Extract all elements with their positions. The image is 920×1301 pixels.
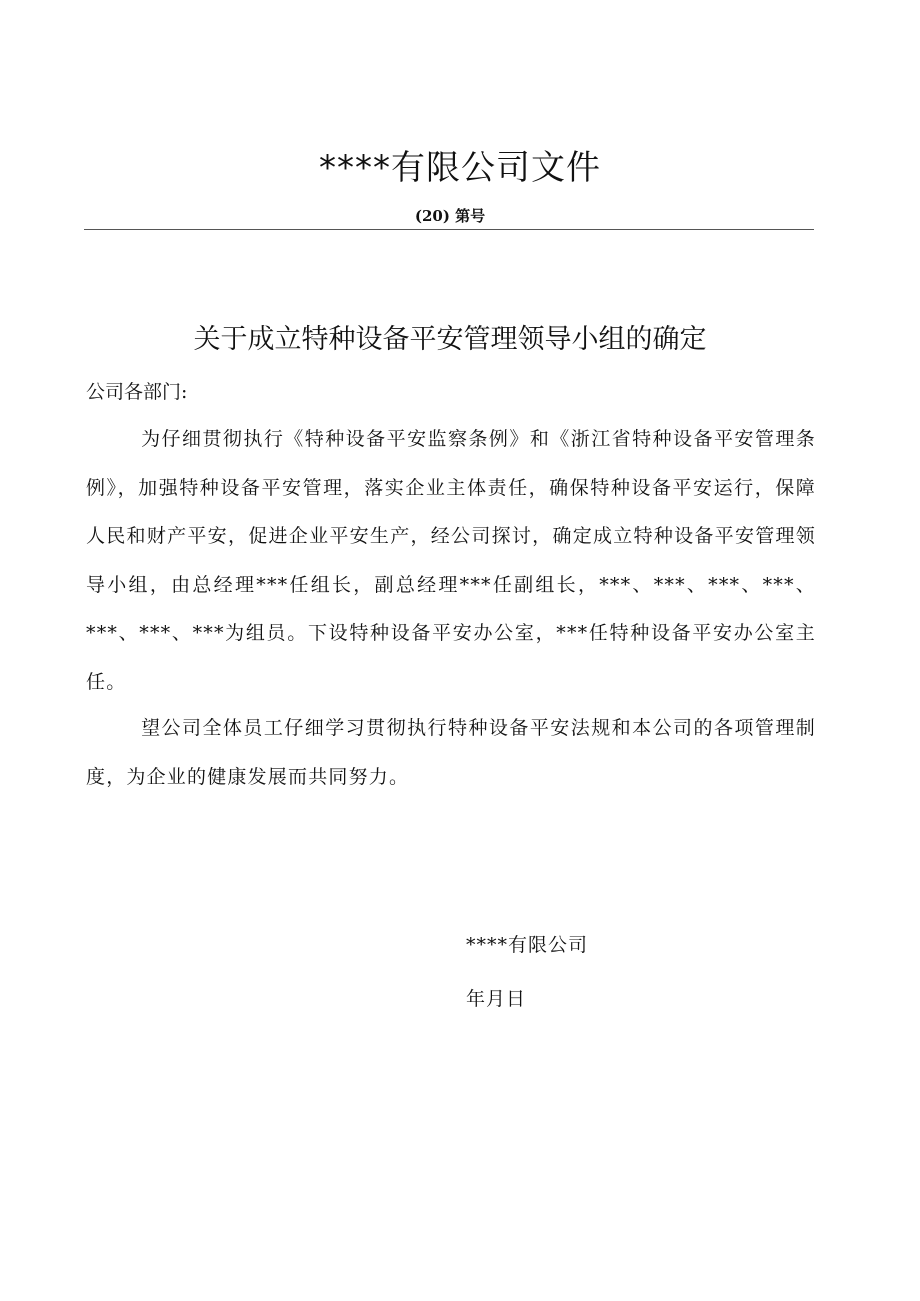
document-header-title: ****有限公司文件 <box>319 148 601 188</box>
header-divider <box>84 229 814 230</box>
salutation: 公司各部门: <box>86 381 188 403</box>
notice-title: 关于成立特种设备平安管理领导小组的确定 <box>193 324 707 355</box>
body-paragraph: 望公司全体员工仔细学习贯彻执行特种设备平安法规和本公司的各项管理制度，为企业的健康发展而共同努力。 <box>86 717 816 788</box>
signature-company: ****有限公司 <box>466 934 589 956</box>
document-number: (20) 第号 <box>414 207 486 225</box>
signature-date: 年月日 <box>466 988 527 1010</box>
body-paragraph: 为仔细贯彻执行《特种设备平安监察条例》和《浙江省特种设备平安管理条例》，加强特种设备平安管理，落实企业主体责任，确保特种设备平安运行，保障人民和财产平安，促进企业平安生产，经公司探讨，确定成立特种设备平安管理领导小组，由总经理***任组长，副总经理***任副组长，***、***、***、***、***、***、***为组员。下设特种设备平安办公室，***任特种设备平安办公室主任。 <box>86 428 816 693</box>
